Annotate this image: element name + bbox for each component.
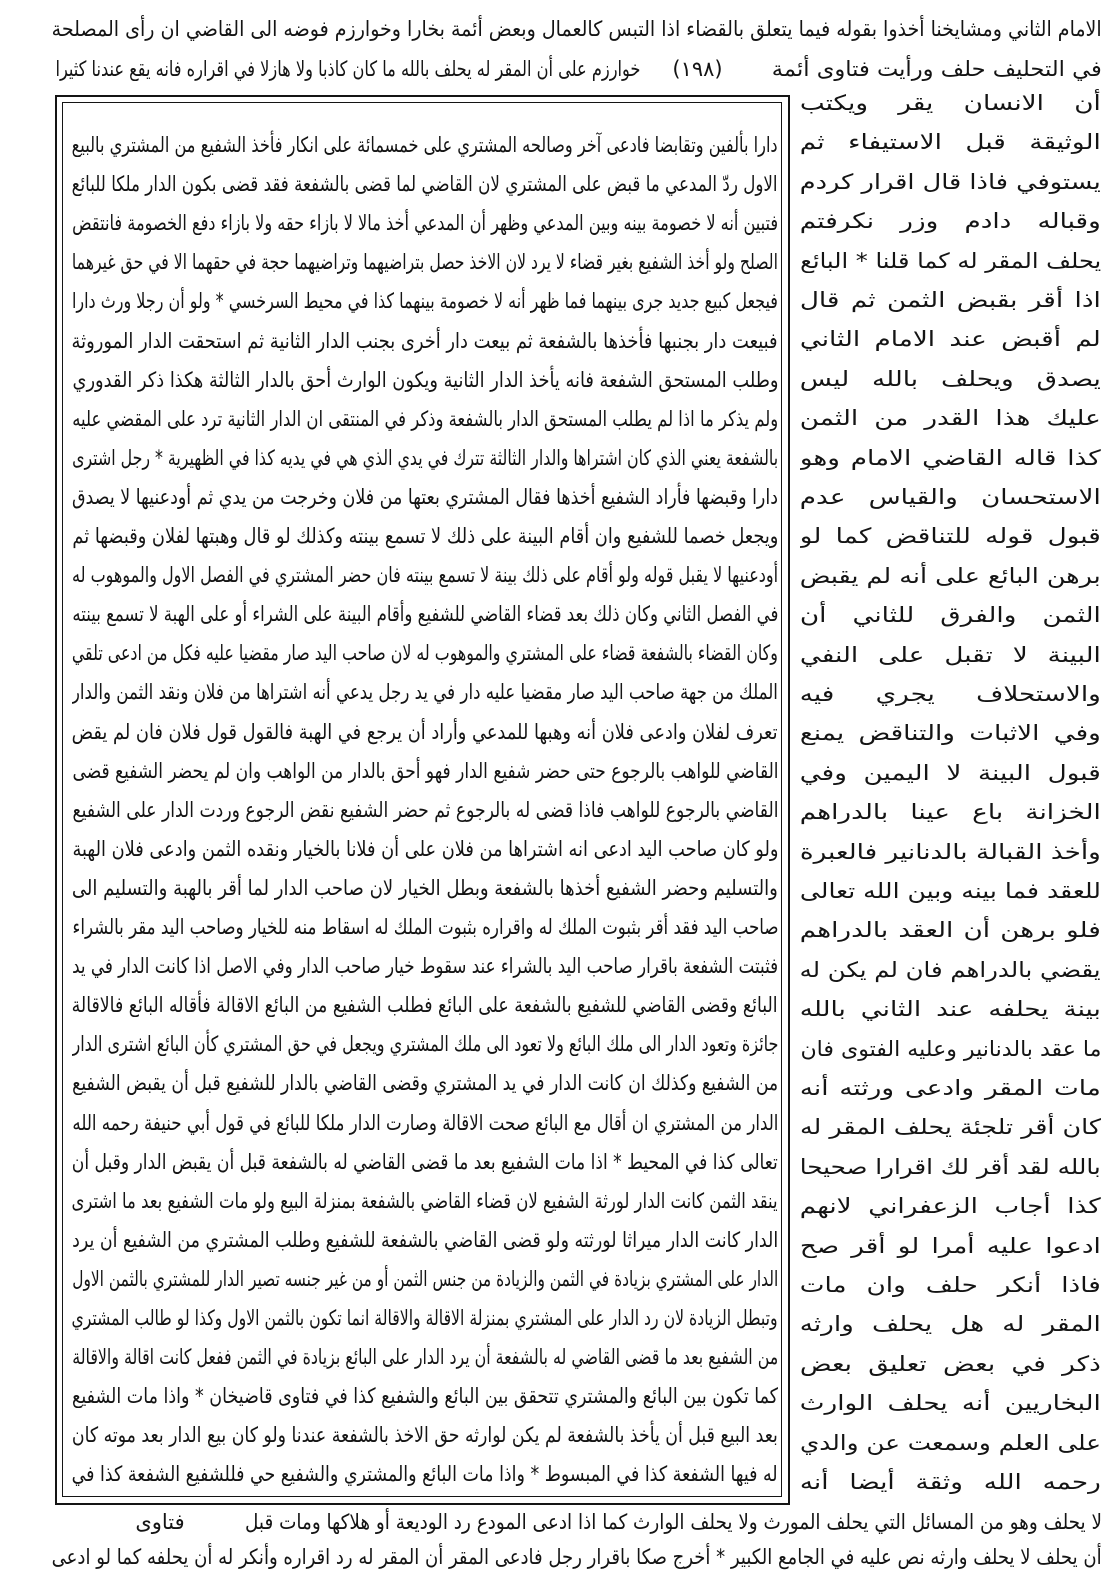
main-text-line (72, 283, 778, 319)
margin-text-line-text: قبول قوله للتناقض كما لو (800, 524, 1101, 549)
main-text-line (72, 714, 778, 750)
margin-text-line-text: وفي الاثبات والتناقض يمنع (800, 721, 1101, 746)
margin-text-line (800, 243, 1101, 279)
margin-text-line-text: لم أقبض عند الامام الثاني (800, 327, 1101, 352)
main-text-line (72, 1339, 778, 1375)
margin-text-line-text: ادعوا عليه أمرا لو أقر صح (800, 1233, 1101, 1258)
main-text-line-text: من الشفيع وكذلك ان كانت الدار في يد المشتري وقضى القاضي بالدار للشفيع قبل أن يقبض الشفيع (72, 1071, 778, 1096)
margin-text-line-text: برهن البائع على أنه لم يقبض (800, 563, 1101, 588)
margin-text-line-text: المقر له هل يحلف وارثه (800, 1312, 1101, 1337)
margin-text-line (800, 1070, 1101, 1106)
main-text-line (72, 166, 778, 202)
margin-text-line (800, 597, 1101, 633)
header-line-1 (52, 11, 1102, 47)
main-text-line-text: أودعنيها لا يقبل قوله ولو أقام على ذلك بينة لا تسمع بينته فان حضر المشتري في الفصل الاول والموهوب له (72, 563, 778, 588)
margin-text-line (800, 952, 1101, 988)
main-text-line (72, 323, 778, 359)
main-text-line-text: فتبين أنه لا خصومة بينه وبين المدعي وظهر أن المدعي أخذ مالا لا بازاء حقه ولا بازاء دفع الخصومة فانتقض (72, 211, 778, 236)
main-text-line-text: ولم يذكر ما اذا لم يطلب المستحق الدار بالشفعة وذكر في المنتقى ان الدار الثانية ترد على المقضي عليه (72, 406, 778, 431)
margin-text-line (800, 1267, 1101, 1303)
margin-text-line (800, 991, 1101, 1027)
header-line-2-left (55, 51, 640, 87)
margin-text-line (800, 755, 1101, 791)
margin-text-line (800, 794, 1101, 830)
main-text-line-text: في الفصل الثاني وكان ذلك بعد قضاء القاضي للشفيع وأقام البينة على الشراء أو على الهبة لا تسمع بينته (72, 602, 778, 627)
main-text-line (72, 948, 778, 984)
margin-text-line-text: مات المقر وادعى ورثته أنه (800, 1076, 1101, 1100)
main-text-line-text: البائع وقضى القاضي للشفيع بالشفعة على البائع فطلب الشفيع من البائع الاقالة فأقاله البائع فالاقالة (72, 993, 778, 1018)
margin-text-line-text: للعقد فما بينه وبين الله تعالى (800, 879, 1101, 903)
main-text-line-text: فثبتت الشفعة باقرار صاحب اليد بالشراء عند سقوط خيار صاحب الدار وفي الاصل اذا كانت الدار في يد (72, 954, 778, 979)
main-text-line-text: الملك من جهة صاحب اليد صار مقضيا عليه دار في يد رجل يدعي أنه اشتراها من فلان ونقد الثمن والدار (72, 680, 778, 705)
margin-text-line (800, 400, 1101, 436)
main-text-line (72, 1378, 778, 1414)
main-text-line (72, 1183, 778, 1219)
margin-text-line-text: البخاريين أنه يحلف الوارث (800, 1391, 1101, 1416)
main-text-line (72, 127, 778, 163)
main-text-line-text: وتبطل الزيادة لان رد الدار على المشتري بمنزلة الاقالة والاقالة انما تكون بالثمن الاول وكذا لو طالب المشتري (72, 1306, 778, 1330)
margin-text-line-text: الوثيقة قبل الاستيفاء ثم (800, 130, 1101, 155)
margin-text-line (800, 361, 1101, 397)
main-text-line-text: الدار على المشتري بزيادة في الثمن والزيادة من جنس الثمن أو من غير جنسه تصير الدار للمشتري بالثمن الاول (72, 1266, 778, 1291)
main-text-line-text: تعالى كذا في المحيط * اذا مات الشفيع بعد ما قضى القاضي له بالشفعة قبل أن يقبض الدار وقبل أن (72, 1149, 778, 1174)
margin-text-line-text: بينة يحلفه عند الثاني بالله (800, 997, 1101, 1022)
margin-text-line-text: كذا أجاب الزعفراني لانهم (800, 1194, 1101, 1219)
margin-text-line (800, 1109, 1101, 1145)
main-text-line (72, 1222, 778, 1258)
margin-text-line (800, 164, 1101, 200)
main-text-line-text: ينقد الثمن كانت الدار لورثة الشفيع لان قضاء القاضي بالشفعة بمنزلة البيع ولو مات الشفيع بعد ما اشترى (72, 1188, 778, 1213)
margin-text-line-text: كذا قاله القاضي الامام وهو (800, 445, 1101, 470)
margin-text-line (800, 518, 1101, 554)
main-text-line (72, 362, 778, 398)
margin-text-line (800, 1464, 1101, 1500)
catchword (115, 1504, 205, 1540)
margin-text-line (800, 124, 1101, 160)
main-text-line (72, 518, 778, 554)
main-text-line-text: والتسليم وحضر الشفيع أخذها بالشفعة وبطل الخيار لان صاحب الدار لما أقر بالهبة والتسليم الى (72, 875, 778, 900)
margin-text-line (800, 282, 1101, 318)
margin-text-line-text: رحمه الله وثقة أيضا أنه (800, 1470, 1101, 1494)
margin-text-line-text: على العلم وسمعت عن والدي (800, 1430, 1101, 1455)
main-text-line (72, 1300, 778, 1336)
main-text-line (72, 205, 778, 241)
main-text-line-text: فبيعت دار بجنبها فأخذها بالشفعة ثم بيعت دار أخرى بجنب الدار الثانية ثم استحقت الدار الموروثة (72, 328, 778, 353)
main-text-line (72, 440, 778, 476)
main-text-line-text: فيجعل كبيع جديد جرى بينهما فما ظهر أنه لا خصومة بينهما كذا في محيط السرخسي * ولو أن رجلا ورث دارا (72, 289, 778, 314)
margin-text-line (800, 912, 1101, 948)
catchword-text: فتاوى (135, 1510, 185, 1534)
margin-text-line-text: أن الانسان يقر ويكتب (800, 91, 1101, 115)
margin-text-line (800, 715, 1101, 751)
margin-text-line-text: يحلف المقر له كما قلنا * البائع (800, 248, 1101, 273)
main-text-line-text: الدار من المشتري ان أقال مع البائع صحت الاقالة وصارت الدار ملكا للبائع في قول أبي حنيفة رحمه الله (72, 1110, 778, 1135)
margin-text-line-text: وأخذ القبالة بالدنانير فالعبرة (800, 839, 1101, 864)
margin-text-line-text: يقضي بالدراهم فان لم يكن له (800, 957, 1101, 982)
main-text-line (72, 987, 778, 1023)
main-text-line-text: كما تكون بين البائع والمشتري تتحقق بين البائع والشفيع كذا في فتاوى قاضيخان * واذا مات الشفيع (72, 1384, 778, 1409)
main-text-line-text: الصلح ولو أخذ الشفيع بغير قضاء لا يرد لان الاخذ حصل بتراضيهما وتراضيهما حجة في حقهما الا في حق غيرهما (72, 250, 778, 275)
margin-text-line-text: ما عقد بالدنانير وعليه الفتوى فان (800, 1036, 1101, 1061)
footer-line-1 (245, 1504, 1102, 1540)
margin-text-line (800, 85, 1101, 121)
header-line-1-text: الامام الثاني ومشايخنا أخذوا بقوله فيما يتعلق بالقضاء اذا التبس كالعمال وبعض أئمة بخارا وخوارزم فوضه الى القاضي ان رأى المصلحة (52, 17, 1102, 41)
main-text-line-text: تعرف لفلان وادعى فلان أنه وهبها للمدعي وأراد أن يرجع في الهبة فالقول قول فلان فان لم يقض (72, 719, 778, 744)
header-line-2-left-text: خوارزم على أن المقر له يحلف بالله ما كان كاذبا ولا هازلا في اقراره فانه يقع عندنا كثيرا (55, 57, 640, 81)
margin-text-line-text: والاستحلاف يجري فيه (800, 682, 1101, 706)
footer-line-1-text: لا يحلف وهو من المسائل التي يحلف المورث ولا يحلف الوارث كما اذا ادعى المودع رد الوديعة أو هلاكها ومات قبل (245, 1510, 1102, 1534)
margin-text-line (800, 1346, 1101, 1382)
margin-text-line-text: قبول البينة لا اليمين وفي (800, 760, 1101, 785)
margin-text-line (800, 479, 1101, 515)
main-text-line (72, 479, 778, 515)
main-text-line (72, 674, 778, 710)
margin-text-line (800, 1149, 1101, 1185)
main-text-line-text: دارا وقبضها فأراد الشفيع أخذها فقال المشتري بعتها من فلان وخرجت من يدي ثم أودعنيها لا يصدق (72, 484, 778, 509)
main-text-line (72, 1456, 778, 1492)
margin-text-line-text: اذا أقر بقبض الثمن ثم قال (800, 288, 1101, 312)
margin-text-line (800, 637, 1101, 673)
margin-text-line-text: وقباله دادم وزر نكرفتم (800, 209, 1101, 234)
margin-text-line-text: البينة لا تقبل على النفي (800, 642, 1101, 667)
margin-text-line (800, 1031, 1101, 1067)
main-text-line (72, 557, 778, 593)
main-text-line-text: دارا بألفين وتقابضا فادعى آخر وصالحه المشتري على خمسمائة على انكار فأخذ الشفيع من المشتري بالبيع (72, 133, 778, 157)
margin-text-line (800, 676, 1101, 712)
margin-text-line-text: بالله لقد أقر لك اقرارا صحيحا (800, 1154, 1101, 1179)
main-text-line-text: وكان القضاء بالشفعة قضاء على المشتري والموهوب له لان صاحب اليد صار مقضيا عليه فكل من ادعى تلقي (72, 641, 778, 666)
main-text-line (72, 1026, 778, 1062)
header-line-2-right-text: في التحليف حلف ورأيت فتاوى أئمة (772, 57, 1102, 81)
margin-text-line-text: الخزانة باع عينا بالدراهم (800, 800, 1101, 825)
main-text-line-text: الدار كانت الدار ميراثا لورثته ولو قضى القاضي بالشفعة للشفيع وطلب المشتري من الشفيع أن يرد (72, 1227, 778, 1252)
main-text-line (72, 1417, 778, 1453)
main-text-line-text: صاحب اليد فقد أقر بثبوت الملك له واقراره بثبوت الملك له اسقاط منه للخيار وصاحب اليد مقر بالشراء (72, 915, 778, 939)
main-text-line (72, 244, 778, 280)
margin-text-line-text: يصدق ويحلف بالله ليس (800, 366, 1101, 391)
margin-text-line-text: عليك هذا القدر من الثمن (800, 406, 1101, 431)
main-text-line (72, 401, 778, 437)
page-number-text: (١٩٨) (672, 57, 723, 81)
margin-text-line-text: ذكر في بعض تعليق بعض (800, 1351, 1101, 1376)
main-text-line (72, 1065, 778, 1101)
main-text-line-text: له فيها الشفعة كذا في المبسوط * واذا مات البائع والمشتري والشفيع حي فللشفيع الشفعة كذا في (72, 1462, 778, 1487)
main-text-line (72, 1261, 778, 1297)
margin-text-line (800, 1425, 1101, 1461)
margin-text-line-text: الثمن والفرق للثاني أن (800, 603, 1101, 628)
main-text-line-text: وطلب المستحق الشفعة فانه يأخذ الدار الثانية ويكون الوارث أحق بالدار الثالثة هكذا ذكر القدوري (72, 367, 778, 392)
margin-text-line (800, 1228, 1101, 1264)
main-text-line (72, 1144, 778, 1180)
main-text-line (72, 1105, 778, 1141)
main-text-line (72, 596, 778, 632)
header-line-2-right (772, 51, 1102, 87)
page-number (650, 51, 745, 87)
main-text-line (72, 753, 778, 789)
margin-text-line (800, 1306, 1101, 1342)
margin-text-line-text: الاستحسان والقياس عدم (800, 485, 1101, 509)
main-text-line-text: ولو كان صاحب اليد ادعى انه اشتراها من فلان على أن فلانا بالخيار ونقده الثمن وادعى فلان الهبة (72, 836, 778, 861)
main-text-line (72, 909, 778, 945)
main-text-line-text: ويجعل خصما للشفيع وان أقام البينة على ذلك لا تسمع بينته وكذلك لو قال وهبتها لفلان وقبضها ثم (72, 524, 778, 548)
margin-text-line-text: فلو برهن أن العقد بالدراهم (800, 918, 1101, 943)
margin-text-line (800, 1385, 1101, 1421)
margin-text-line (800, 440, 1101, 476)
margin-text-line (800, 558, 1101, 594)
main-text-line (72, 635, 778, 671)
footer-line-2-text: أن يحلف لا يحلف وارثه نص عليه في الجامع الكبير * أخرج صكا باقرار رجل فادعى المقر أن المقر له رد اقراره وأنكر له أن يحلفه كما لو ادعى (52, 1545, 1102, 1569)
margin-text-line-text: كان أقر تلجئة يحلف المقر له (800, 1115, 1101, 1140)
main-text-line-text: بالشفعة يعني الذي كان اشتراها والدار الثالثة تترك في يدي الذي هي في يديه كذا في الظهيرية * رجل اشترى (72, 445, 778, 470)
main-text-line (72, 792, 778, 828)
margin-text-line-text: فاذا أنكر حلف وان مات (800, 1273, 1101, 1297)
main-text-line-text: بعد البيع قبل أن يأخذ بالشفعة لم يكن لوارثه حق الاخذ بالشفعة عندنا ولو كان بيع الدار بعد موته كان (72, 1423, 778, 1448)
margin-text-line (800, 1188, 1101, 1224)
main-text-line-text: الاول ردّ المدعي ما قبض على المشتري لان القاضي لما قضى بالشفعة فقد قضى بكون الدار ملكا للبائع (72, 172, 778, 197)
main-text-line (72, 870, 778, 906)
main-text-line-text: جائزة وتعود الدار الى ملك البائع ولا تعود الى ملك المشتري ويجعل في حق المشتري كأن البائع اشترى الدار (72, 1032, 778, 1057)
main-text-line (72, 831, 778, 867)
margin-text-line (800, 873, 1101, 909)
margin-text-line-text: يستوفي فاذا قال اقرار كردم (800, 169, 1101, 194)
margin-text-line (800, 203, 1101, 239)
main-text-line-text: القاضي بالرجوع للواهب فاذا قضى له بالرجوع ثم حضر الشفيع نقض الرجوع وردت الدار على الشفيع (72, 797, 778, 822)
main-text-line-text: من الشفيع بعد ما قضى القاضي له بالشفعة أن يرد الدار على البائع بزيادة في الثمن ففعل كانت اقالة والاقالة (72, 1345, 778, 1370)
main-text-line-text: القاضي للواهب بالرجوع حتى حضر شفيع الدار فهو أحق بالدار من الواهب وان لم يحضر الشفيع قضى (72, 758, 778, 783)
margin-text-line (800, 834, 1101, 870)
footer-line-2 (52, 1539, 1102, 1575)
margin-text-line (800, 321, 1101, 357)
